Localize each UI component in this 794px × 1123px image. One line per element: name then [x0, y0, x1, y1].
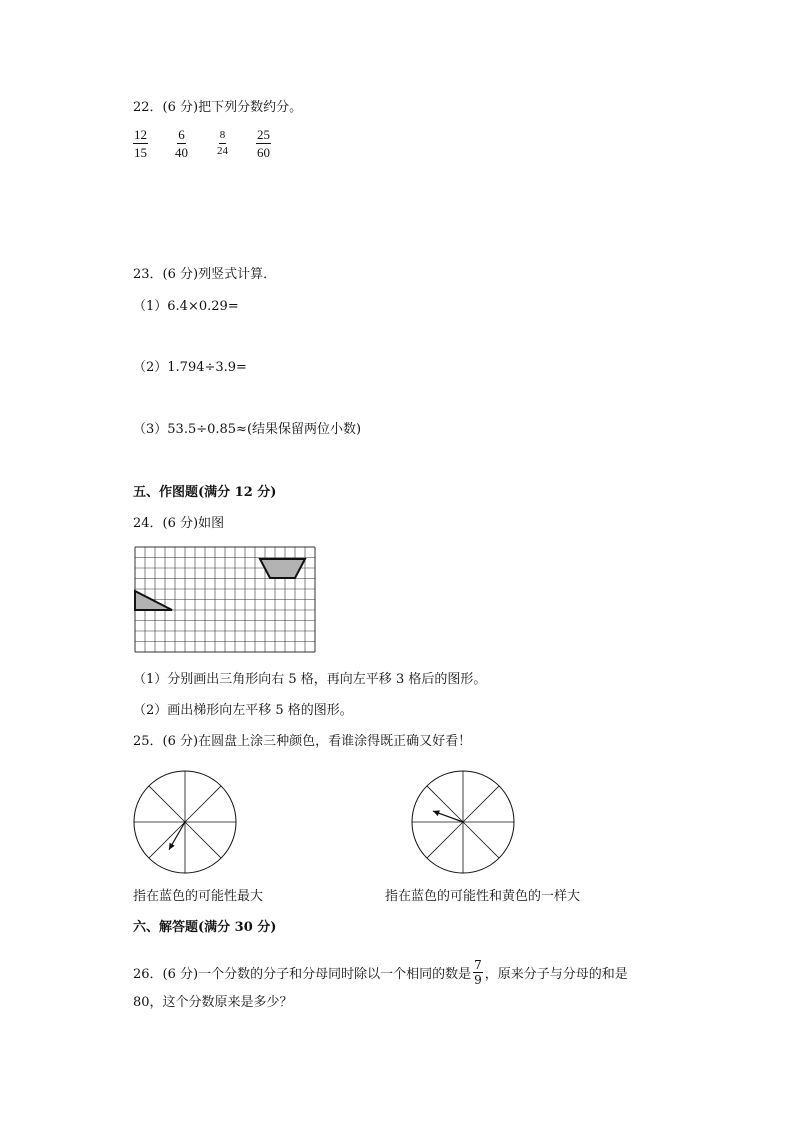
fraction-4 — [256, 128, 271, 159]
q24-item-1: （1）分别画出三角形向右 5 格，再向左平移 3 格后的图形。 — [133, 672, 487, 687]
q26-text-start: 26．(6 分)一个分数的分子和分母同时除以一个相同的数是 — [133, 967, 472, 982]
q26-text-line1 — [133, 958, 628, 988]
fraction-1 — [133, 128, 148, 159]
fraction-1-denominator: 15 — [134, 145, 147, 160]
disc-sector-line — [185, 786, 221, 822]
q23-title: 23．(6 分)列竖式计算． — [133, 267, 277, 282]
fraction-3 — [217, 130, 228, 157]
fraction-4-denominator: 60 — [257, 145, 270, 160]
q26-fraction-denominator: 9 — [474, 973, 482, 987]
fraction-2-numerator: 6 — [178, 127, 185, 142]
disc-sector-line — [427, 822, 463, 858]
q25-title: 25．(6 分)在圆盘上涂三种颜色，看谁涂得既正确又好看！ — [133, 734, 472, 749]
q26-text-line2: 80，这个分数原来是多少？ — [133, 995, 293, 1010]
fraction-1-numerator: 12 — [134, 127, 147, 142]
spinner-disc-2 — [411, 770, 517, 876]
q23-item-1: （1）6.4×0.29= — [133, 299, 239, 314]
disc-sector-line — [185, 822, 221, 858]
q26-fraction-numerator: 7 — [474, 958, 482, 972]
disc-sector-line — [149, 786, 185, 822]
fraction-4-numerator: 25 — [257, 127, 270, 142]
q26-text-end: ，原来分子与分母的和是 — [484, 967, 628, 982]
q23-item-2: （2）1.794÷3.9= — [133, 360, 247, 375]
q24-item-2: （2）画出梯形向左平移 5 格的图形。 — [133, 703, 353, 718]
fraction-2-denominator: 40 — [175, 145, 188, 160]
q26-fraction — [473, 959, 483, 986]
q23-item-3: （3）53.5÷0.85≈(结果保留两位小数) — [133, 422, 362, 437]
spinner-disc-1 — [133, 770, 239, 876]
q22-title: 22．(6 分)把下列分数约分。 — [133, 100, 303, 115]
q25-caption-2: 指在蓝色的可能性和黄色的一样大 — [385, 889, 581, 904]
fraction-3-denominator: 24 — [217, 145, 228, 157]
disc-sector-line — [427, 786, 463, 822]
spinner-arrowhead-icon — [433, 810, 440, 816]
translation-grid — [135, 547, 317, 654]
disc-sector-line — [149, 822, 185, 858]
section-6-heading: 六、解答题(满分 30 分) — [133, 920, 277, 935]
trapezoid-shape — [260, 559, 305, 578]
fraction-3-numerator: 8 — [219, 130, 227, 144]
fraction-2 — [175, 128, 188, 159]
disc-sector-line — [463, 822, 499, 858]
disc-sector-line — [463, 786, 499, 822]
triangle-shape — [135, 591, 172, 610]
q25-caption-1: 指在蓝色的可能性最大 — [133, 889, 264, 904]
q24-title: 24．(6 分)如图 — [133, 516, 225, 531]
section-5-heading: 五、作图题(满分 12 分) — [133, 485, 277, 500]
